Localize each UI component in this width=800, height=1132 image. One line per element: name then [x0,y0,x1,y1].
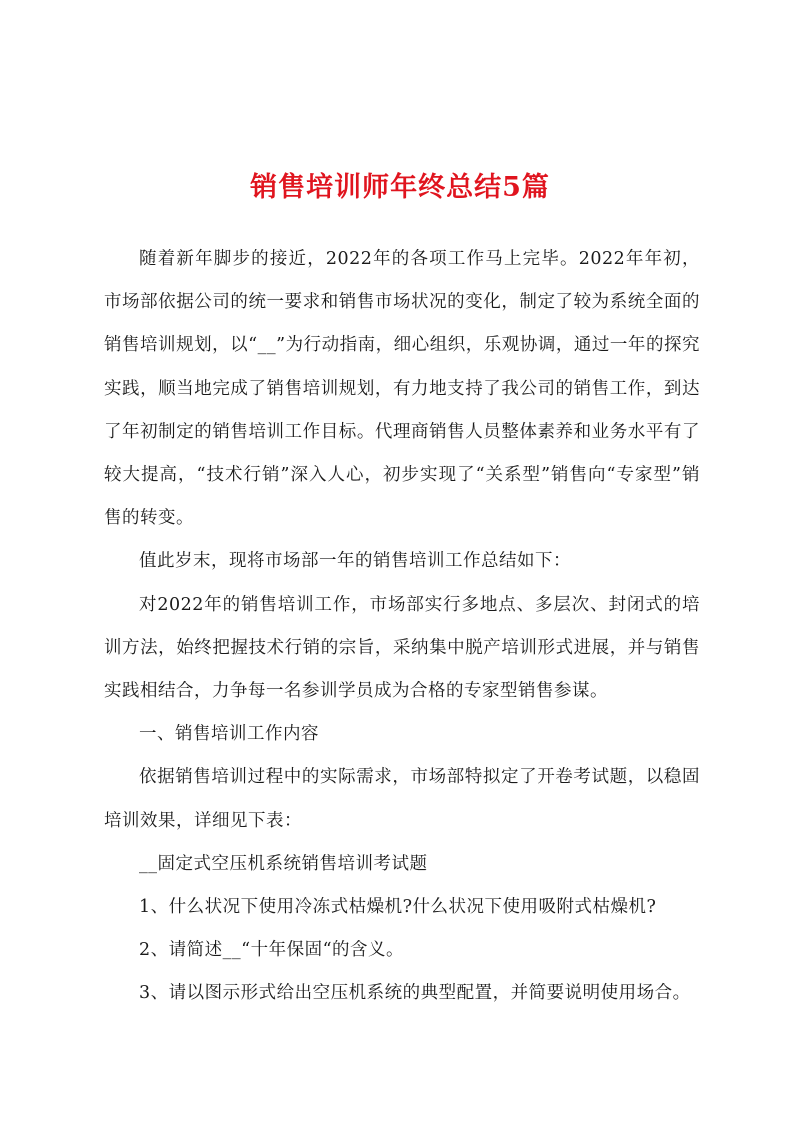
document-title: 销售培训师年终总结5篇 [250,172,550,203]
section-heading-content: 一、销售培训工作内容 [139,724,319,745]
paragraph-training-method: 对2022年的销售培训工作，市场部实行多地点、多层次、封闭式的培训方法，始终把握技术行销的宗旨，采纳集中脱产培训形式进展，并与销售实践相结合，力争每一名参训学员成为合格的专家型销售参谋。 [104,594,700,702]
exam-title: __固定式空压机系统销售培训考试题 [139,853,428,874]
exam-question-1: 1、什么状况下使用冷冻式枯燥机?什么状况下使用吸附式枯燥机? [139,897,657,918]
paragraph-intro: 随着新年脚步的接近，2022年的各项工作马上完毕。2022年年初，市场部依据公司的统一要求和销售市场状况的变化，制定了较为系统全面的销售培训规划，以“__”为行动指南，细心组织，乐观协调，通过一年的探究实践，顺当地完成了销售培训规划，有力地支持了我公司的销售工作，到达了年初制定的销售培训工作目标。代理商销售人员整体素养和业务水平有了较大提高，“技术行销”深入人心，初步实现了“关系型”销售向“专家型”销售的转变。 [104,249,700,529]
paragraph-summary-lead: 值此岁末，现将市场部一年的销售培训工作总结如下： [139,551,571,572]
paragraph-exam-intro: 依据销售培训过程中的实际需求，市场部特拟定了开卷考试题，以稳固培训效果，详细见下表： [104,767,700,831]
exam-question-2: 2、请简述__“十年保固“的含义。 [139,940,405,961]
exam-question-3: 3、请以图示形式给出空压机系统的典型配置，并简要说明使用场合。 [139,983,691,1004]
document-body [104,238,700,1016]
